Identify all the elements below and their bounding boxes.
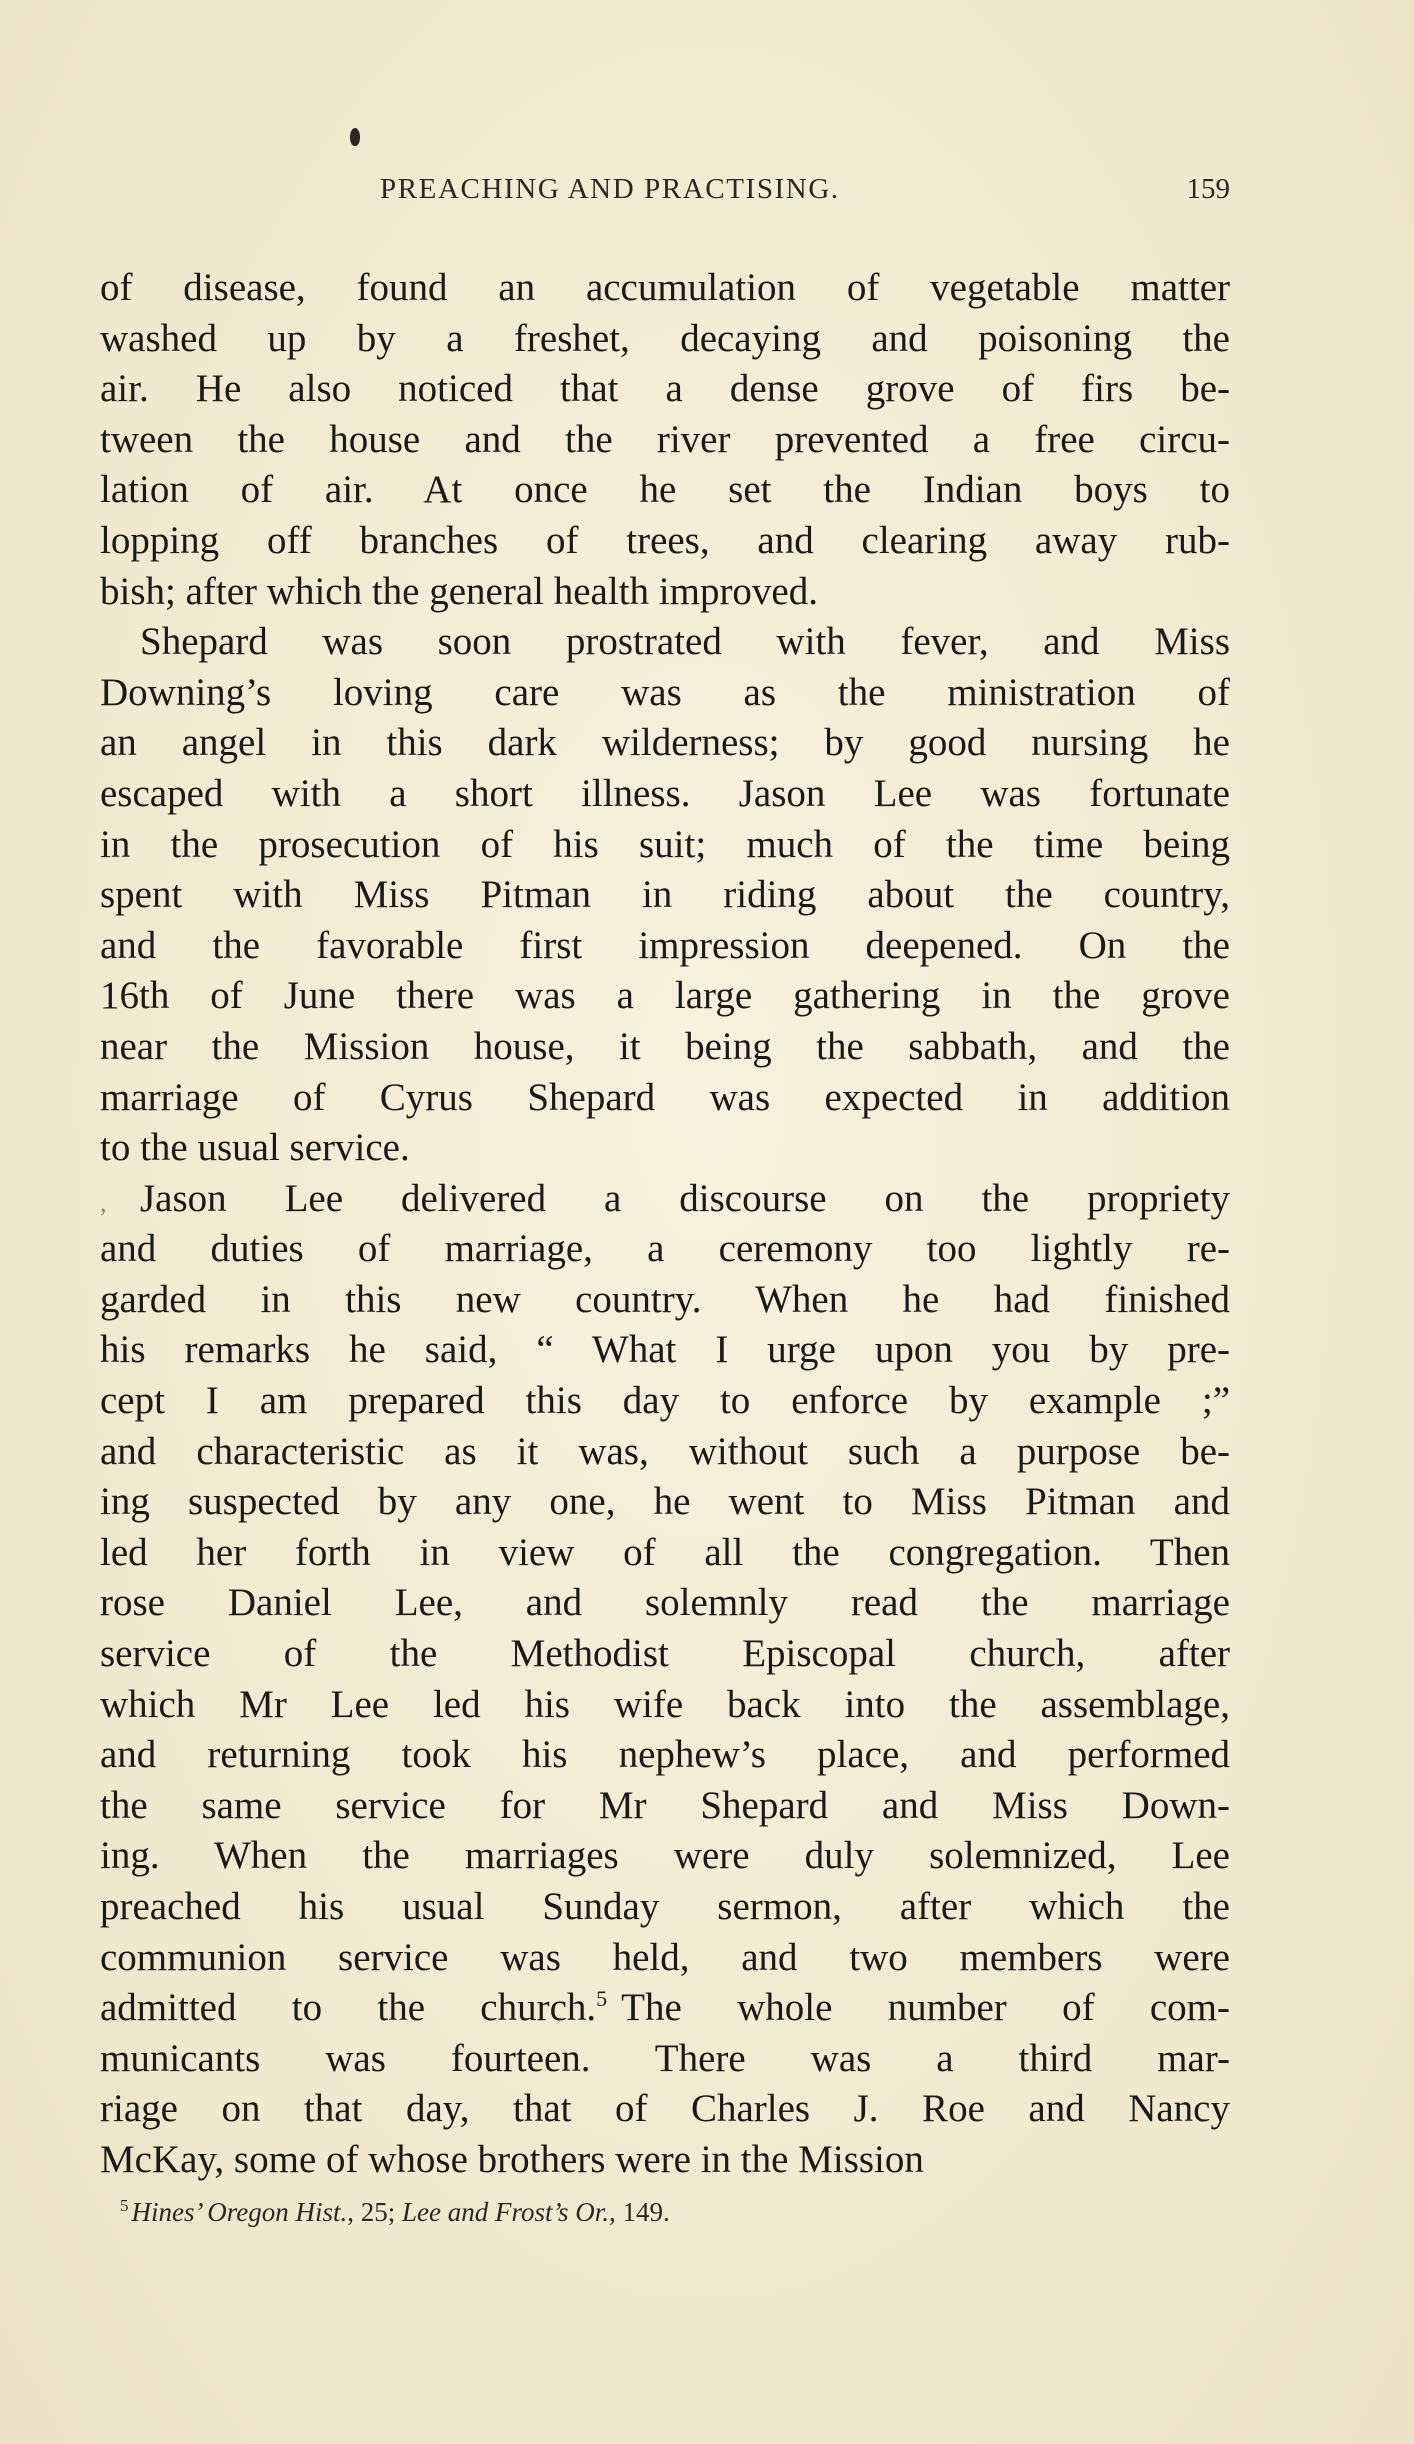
line-text: ing suspected by any one, he went to Miss Pitman and	[100, 1480, 1230, 1524]
line-text: Downing’s loving care was as the ministration of	[100, 670, 1230, 714]
text-line	[100, 718, 1230, 769]
line-text: municants was fourteen. There was a third mar-	[100, 2036, 1230, 2080]
footnote-source-lee-frost: Lee and Frost’s Or.	[402, 2197, 610, 2227]
margin-mark: ,	[100, 1187, 107, 1217]
line-text: led her forth in view of all the congregation. Then	[100, 1530, 1230, 1574]
text-line	[100, 1629, 1230, 1680]
text-line	[100, 314, 1230, 365]
footnote-reference: 5	[596, 1986, 608, 2012]
footnote	[100, 2195, 1230, 2229]
text-line	[100, 1882, 1230, 1933]
line-text: garded in this new country. When he had finished	[100, 1277, 1230, 1321]
line-text: 16th of June there was a large gathering in the grove	[100, 974, 1230, 1018]
text-line	[100, 971, 1230, 1022]
line-text: rose Daniel Lee, and solemnly read the marriage	[100, 1581, 1230, 1625]
text-line	[100, 567, 1230, 618]
line-text: bish; after which the general health improved.	[100, 569, 818, 613]
line-text: communion service was held, and two members were	[100, 1935, 1230, 1979]
line-text: of disease, found an accumulation of vegetable matter	[100, 266, 1230, 309]
text-line	[100, 1730, 1230, 1781]
line-text: near the Mission house, it being the sabbath, and the	[100, 1024, 1230, 1068]
line-text: which Mr Lee led his wife back into the assemblage,	[100, 1682, 1230, 1726]
text-line	[100, 263, 1230, 314]
line-text: washed up by a freshet, decaying and poisoning the	[100, 316, 1230, 360]
text-line	[100, 617, 1230, 668]
text-line	[100, 364, 1230, 415]
line-text: McKay, some of whose brothers were in the Mission	[100, 2137, 924, 2181]
text-line	[100, 870, 1230, 921]
text-line	[100, 1427, 1230, 1478]
line-text: spent with Miss Pitman in riding about the country,	[100, 873, 1230, 917]
text-line	[100, 820, 1230, 871]
text-line	[100, 516, 1230, 567]
line-text: Shepard was soon prostrated with fever, and Miss	[140, 620, 1230, 664]
line-text: service of the Methodist Episcopal church, after	[100, 1632, 1230, 1676]
line-text: and the favorable first impression deepened. On the	[100, 923, 1230, 967]
line-text: lation of air. At once he set the Indian boys to	[100, 468, 1230, 512]
line-text: admitted to the church.	[100, 1986, 597, 2030]
footnote-pages-hines: , 25;	[347, 2197, 403, 2227]
text-line	[100, 1325, 1230, 1376]
line-text: and duties of marriage, a ceremony too lightly re-	[100, 1227, 1230, 1271]
line-text: cept I am prepared this day to enforce by example ;”	[100, 1379, 1230, 1423]
line-text: to the usual service.	[100, 1126, 410, 1170]
line-text: riage on that day, that of Charles J. Roe and Nancy	[100, 2087, 1230, 2131]
line-text-continued: The whole number of com-	[621, 1986, 1230, 2030]
body-text	[100, 263, 1230, 2186]
text-line	[100, 1224, 1230, 1275]
footnote-source-hines: Hines’ Oregon Hist.	[131, 2197, 348, 2227]
text-line	[100, 921, 1230, 972]
running-head: PREACHING AND PRACTISING.	[380, 173, 840, 205]
text-line	[100, 1073, 1230, 1124]
text-line	[100, 2135, 1230, 2186]
line-text: air. He also noticed that a dense grove of firs be-	[100, 367, 1230, 411]
line-text: ing. When the marriages were duly solemnized, Lee	[100, 1834, 1230, 1878]
page-header	[100, 173, 1230, 223]
line-text: in the prosecution of his suit; much of the time being	[100, 822, 1230, 866]
text-line	[100, 1578, 1230, 1629]
ornament-dot	[350, 128, 360, 146]
text-line	[100, 2034, 1230, 2085]
text-line	[100, 1983, 1230, 2034]
line-text: the same service for Mr Shepard and Miss Down-	[100, 1783, 1230, 1827]
text-line	[100, 2084, 1230, 2135]
text-line	[100, 1376, 1230, 1427]
footnote-pages-lee-frost: , 149.	[609, 2197, 670, 2227]
text-line	[100, 769, 1230, 820]
line-text: marriage of Cyrus Shepard was expected in addition	[100, 1075, 1230, 1119]
text-line	[100, 415, 1230, 466]
line-text: Jason Lee delivered a discourse on the propriety	[140, 1176, 1230, 1220]
text-line	[100, 1022, 1230, 1073]
line-text: lopping off branches of trees, and clearing away rub-	[100, 518, 1230, 562]
text-line	[100, 465, 1230, 516]
page-number: 159	[1186, 173, 1230, 205]
line-text: and characteristic as it was, without such a purpose be-	[100, 1429, 1230, 1473]
text-line	[100, 1174, 1230, 1225]
line-text: tween the house and the river prevented a free circu-	[100, 417, 1230, 461]
line-text: an angel in this dark wilderness; by good nursing he	[100, 721, 1230, 765]
line-text: his remarks he said, “ What I urge upon you by pre-	[100, 1328, 1230, 1372]
text-line	[100, 1123, 1230, 1174]
text-line	[100, 1528, 1230, 1579]
text-line	[100, 1275, 1230, 1326]
text-line	[100, 1831, 1230, 1882]
text-line	[100, 668, 1230, 719]
text-line	[100, 1477, 1230, 1528]
text-line	[100, 1680, 1230, 1731]
text-line	[100, 1933, 1230, 1984]
line-text: escaped with a short illness. Jason Lee was fortunate	[100, 771, 1230, 815]
line-text: and returning took his nephew’s place, and performed	[100, 1733, 1230, 1777]
text-line	[100, 1781, 1230, 1832]
line-text: preached his usual Sunday sermon, after which the	[100, 1885, 1230, 1928]
footnote-marker: 5	[120, 2196, 129, 2215]
